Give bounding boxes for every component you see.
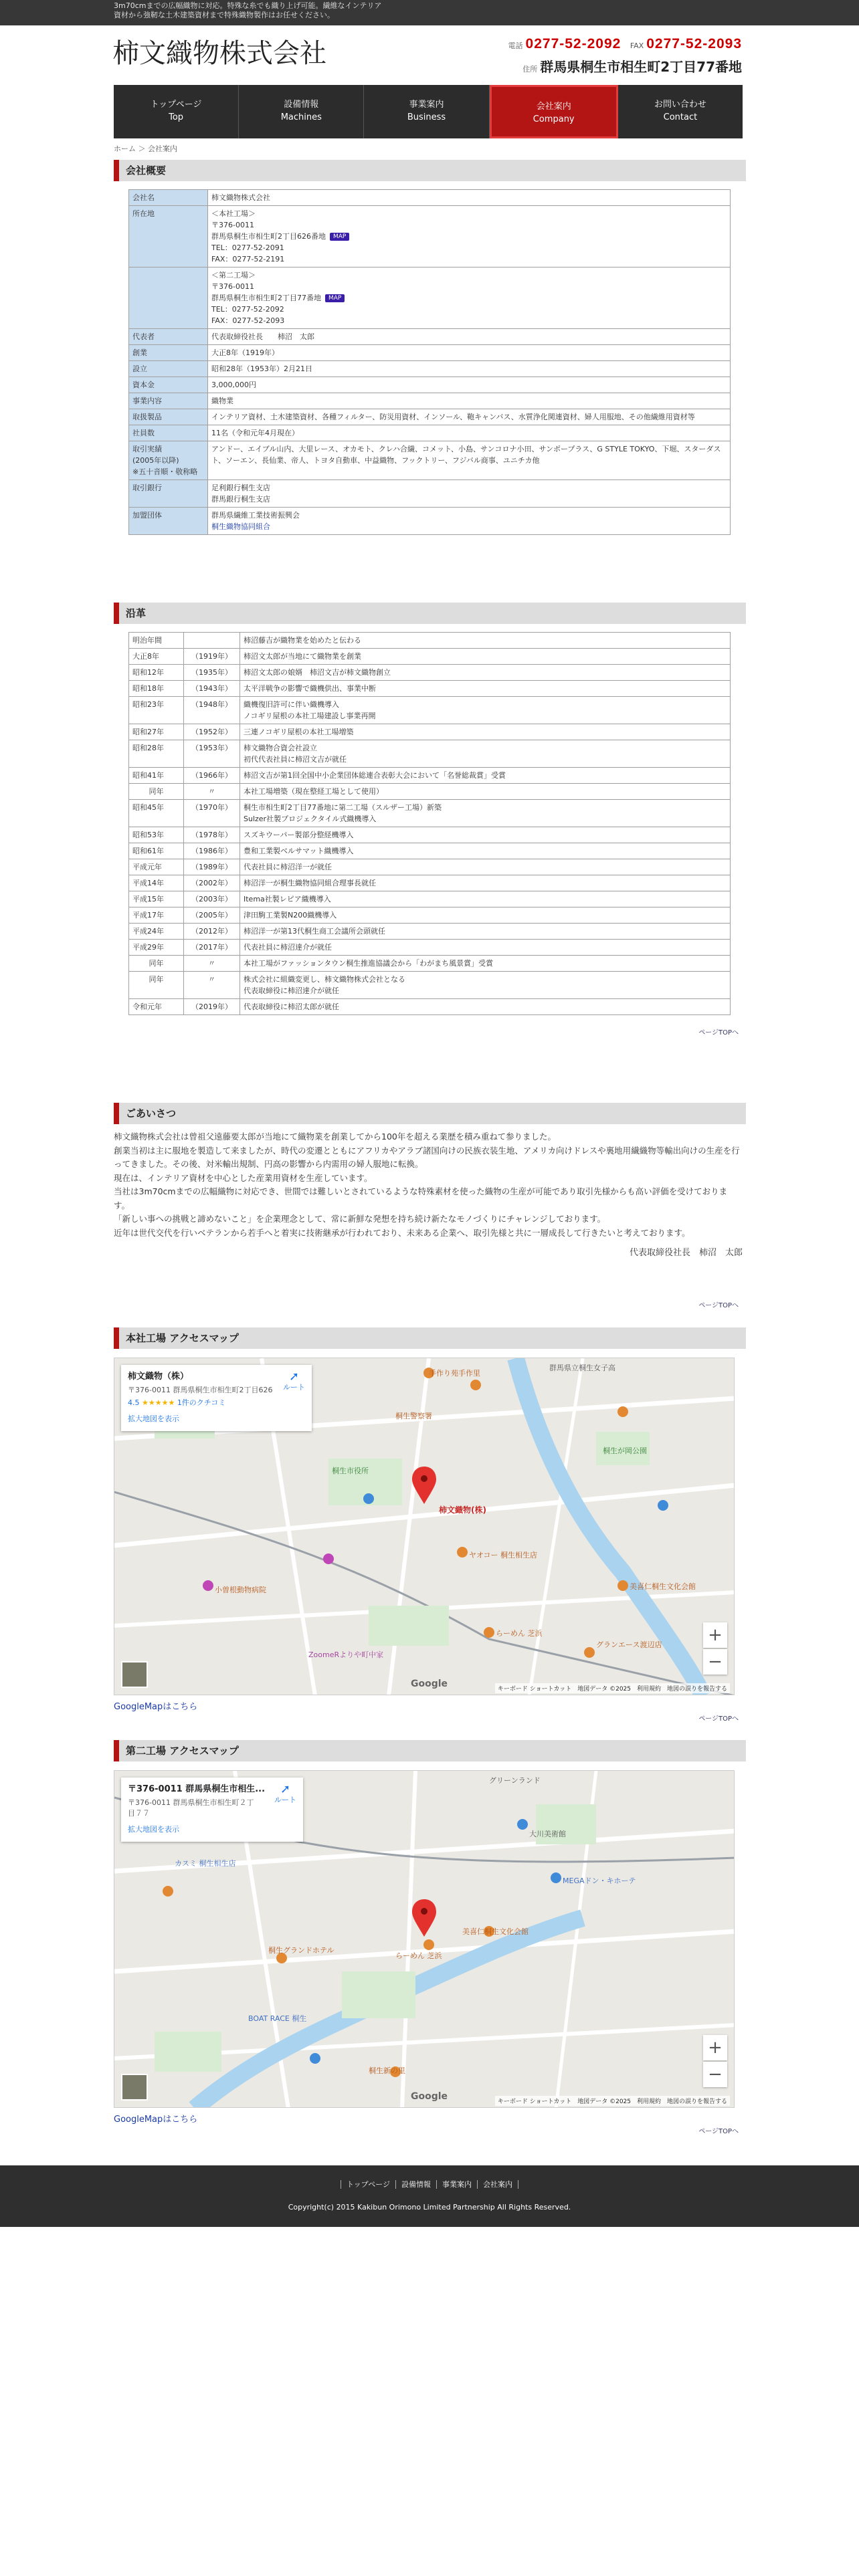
company-value-line: 11名（令和元年4月現在） — [211, 429, 299, 437]
history-event: 柿文織物合資会社設立 初代代表社員に柿沼文吉が就任 — [240, 740, 731, 768]
history-era: 昭和41年 — [129, 768, 184, 784]
company-row — [129, 441, 731, 480]
history-era: 平成29年 — [129, 940, 184, 956]
history-row — [129, 956, 731, 972]
history-era: 同年 — [129, 956, 184, 972]
history-event: スズキウーパー製部分整経機導入 — [240, 827, 731, 843]
company-row-value — [208, 190, 731, 206]
company-value-line: 〒376-0011 — [211, 221, 254, 229]
company-value-line: 大正8年（1919年） — [211, 348, 279, 357]
map-zoom-out-button[interactable]: − — [703, 1649, 727, 1675]
company-value-line: インテリア資材、土木建築資材、各種フィルター、防災用資材、インソール、鞄キャンバス、水質浄化関連資材、婦人用服地、その他繊維用資材等 — [211, 413, 695, 421]
header-contact — [502, 36, 742, 76]
history-era: 昭和27年 — [129, 724, 184, 740]
map-attribution[interactable]: キーボード ショートカット 地図データ ©2025 利用規約 地図の誤りを報告する — [495, 1683, 730, 1693]
company-row-label: 加盟団体 — [129, 508, 208, 535]
history-era: 明治年間 — [129, 633, 184, 649]
company-row-label: 設立 — [129, 361, 208, 377]
history-year: 〃 — [184, 956, 240, 972]
google-logo: Google — [411, 1679, 448, 1689]
map-place-label: 桐生が岡公園 — [603, 1446, 647, 1455]
announcement-line-2: 資材から強靭な土木建築資材まで特殊織物製作はお任せください。 — [114, 11, 335, 19]
greeting-paragraph: 「新しい事への挑戦と諦めないこと」を企業理念として、常に新鮮な発想を持ち続け新たなモノづくりにチャレンジしております。 — [114, 1214, 606, 1224]
company-row-value — [208, 345, 731, 361]
map-place-label: らーめん 芝浜 — [395, 1951, 442, 1960]
address-label: 住所 — [522, 65, 538, 74]
company-value-line: 昭和28年（1953年）2月21日 — [211, 364, 312, 373]
history-event: 織機復旧許可に伴い織機導入 ノコギリ屋根の本社工場建設し事業再開 — [240, 697, 731, 724]
company-row-label: 社員数 — [129, 425, 208, 441]
page-top-link[interactable]: ページTOPへ — [698, 1302, 739, 1309]
map-place-address: 〒376-0011 群馬県桐生市相生町2丁目626 — [128, 1386, 273, 1394]
history-year: （1986年） — [184, 843, 240, 859]
company-row-value — [208, 425, 731, 441]
map-enlarge-link[interactable]: 拡大地図を表示 — [128, 1414, 179, 1423]
map-info-card — [121, 1778, 303, 1842]
company-value-line: TEL：0277-52-2091 — [211, 243, 284, 252]
history-year: （1970年） — [184, 800, 240, 827]
history-year: （2017年） — [184, 940, 240, 956]
map-route-button[interactable]: ➚ ルート — [274, 1782, 296, 1804]
history-year: （2005年） — [184, 907, 240, 924]
history-event: 代表社員に柿沼洋一が就任 — [240, 859, 731, 875]
map-badge-button[interactable]: MAP — [325, 294, 345, 302]
company-row-label: 資本金 — [129, 377, 208, 393]
history-year: （2019年） — [184, 999, 240, 1015]
greeting-paragraph: 当社は3m70cmまでの広幅織物に対応でき、世間では難しいとされているような特殊素材を使った織物の生産が可能であり取引先様からも高い評価を受けております。 — [114, 1186, 728, 1210]
map-place-label: グランエース渡辺店 — [596, 1640, 662, 1649]
map-place-label: ZoomeRよりや町中家 — [308, 1650, 384, 1659]
map-place-label: 桐生市役所 — [332, 1467, 369, 1475]
company-row — [129, 377, 731, 393]
map-place-label: ヤオコー 桐生相生店 — [469, 1551, 538, 1560]
company-row — [129, 345, 731, 361]
tel-label: 電話 — [508, 41, 523, 50]
footer-nav-business[interactable]: 事業案内 — [436, 2180, 477, 2189]
map-pin-label: 柿文織物(株) — [439, 1505, 486, 1515]
history-era: 令和元年 — [129, 999, 184, 1015]
history-event: 三連ノコギリ屋根の本社工場増築 — [240, 724, 731, 740]
footer-nav-company[interactable]: 会社案内 — [477, 2180, 518, 2189]
map-place-label: らーめん 芝浜 — [496, 1629, 543, 1638]
nav-contact[interactable]: お問い合わせ Contact — [654, 100, 706, 122]
history-event: 桐生市相生町2丁目77番地に第二工場（スルザー工場）新築 Sulzer社製プロジェクタイル式織機導入 — [240, 800, 731, 827]
map-rating[interactable]: 4.5 ★★★★★ 1件のクチコミ — [128, 1398, 226, 1407]
company-value-line: 織物業 — [211, 397, 233, 405]
history-event: 株式会社に組織変更し、柿文織物株式会社となる 代表取締役に柿沼達介が就任 — [240, 972, 731, 999]
footer-nav-machines[interactable]: 設備情報 — [395, 2180, 436, 2189]
history-row — [129, 875, 731, 891]
nav-business[interactable]: 事業案内 Business — [364, 85, 489, 138]
history-row — [129, 859, 731, 875]
history-era: 平成14年 — [129, 875, 184, 891]
history-year: （1953年） — [184, 740, 240, 768]
map-place-label: 群馬県立桐生女子高 — [549, 1364, 615, 1372]
section-heading-history: 沿革 — [114, 603, 746, 624]
map-place-label: 桐生新の里 — [369, 2066, 405, 2075]
company-row-label: 代表者 — [129, 329, 208, 345]
section-heading-overview: 会社概要 — [114, 160, 746, 181]
breadcrumb[interactable]: ホーム ＞ 会社案内 — [114, 144, 177, 153]
company-row — [129, 480, 731, 508]
history-year: （2003年） — [184, 891, 240, 907]
history-year: （1943年） — [184, 681, 240, 697]
section-heading-greeting: ごあいさつ — [114, 1103, 746, 1124]
footer-nav — [0, 2179, 859, 2189]
company-row-label: 取扱製品 — [129, 409, 208, 425]
map-place-label: 大川美術館 — [529, 1830, 566, 1838]
map-zoom-out-button[interactable]: − — [703, 2062, 727, 2087]
page-top-link[interactable]: ページTOPへ — [698, 2128, 739, 2135]
history-year: （2012年） — [184, 924, 240, 940]
greeting-paragraph: 近年は世代交代を行いベテランから若手へと着実に技術継承が行われており、未来ある企業へ、取引先様と共に一層成長して行きたいと考えております。 — [114, 1227, 690, 1238]
history-event: 本社工場増築（現在整経工場として使用） — [240, 784, 731, 800]
googlemap-link[interactable]: GoogleMapはこちら — [114, 2115, 198, 2125]
section-heading-map2: 第二工場 アクセスマップ — [114, 1740, 746, 1761]
history-era: 昭和12年 — [129, 665, 184, 681]
history-era: 平成元年 — [129, 859, 184, 875]
history-era: 昭和23年 — [129, 697, 184, 724]
map-head-office[interactable] — [114, 1358, 735, 1695]
map-zoom-in-button[interactable]: + — [703, 1622, 727, 1648]
company-value-line[interactable]: 桐生織物協同組合 — [211, 522, 270, 531]
company-row-label: 事業内容 — [129, 393, 208, 409]
history-row — [129, 697, 731, 724]
company-value-line: FAX：0277-52-2093 — [211, 316, 285, 325]
map-place-label: カスミ 桐生相生店 — [175, 1859, 236, 1868]
history-row — [129, 768, 731, 784]
company-row-value — [208, 441, 731, 480]
history-event: 代表取締役に柿沼太郎が就任 — [240, 999, 731, 1015]
history-era: 大正8年 — [129, 649, 184, 665]
history-era: 平成17年 — [129, 907, 184, 924]
map-attribution[interactable]: キーボード ショートカット 地図データ ©2025 利用規約 地図の誤りを報告する — [495, 2096, 730, 2106]
history-era: 昭和18年 — [129, 681, 184, 697]
company-row-value — [208, 377, 731, 393]
company-value-line: 3,000,000円 — [211, 381, 256, 389]
directions-icon: ➚ — [280, 1782, 291, 1796]
history-event: 柿沼藤吉が織物業を始めたと伝わる — [240, 633, 731, 649]
company-value-line: TEL：0277-52-2092 — [211, 305, 284, 314]
page-top-link[interactable]: ページTOPへ — [698, 1715, 739, 1723]
history-table — [128, 632, 731, 1015]
map-place-label: BOAT RACE 桐生 — [248, 2014, 307, 2023]
history-row — [129, 972, 731, 999]
history-row — [129, 784, 731, 800]
google-logo: Google — [411, 2091, 448, 2102]
history-era: 昭和45年 — [129, 800, 184, 827]
history-row — [129, 740, 731, 768]
history-row — [129, 891, 731, 907]
footer-nav-top[interactable]: トップページ — [341, 2180, 395, 2189]
company-row-label: 取引実績 (2005年以降) ※五十音順・敬称略 — [129, 441, 208, 480]
page-top-link[interactable]: ページTOPへ — [698, 1029, 739, 1037]
map-place-label: 桐生警察署 — [395, 1412, 432, 1420]
section-heading-map1: 本社工場 アクセスマップ — [114, 1327, 746, 1349]
top-announcement-bar — [0, 0, 859, 25]
history-year: （1989年） — [184, 859, 240, 875]
history-row — [129, 649, 731, 665]
greeting-text — [114, 1130, 743, 1261]
map-second-factory[interactable] — [114, 1770, 735, 2108]
history-year: 〃 — [184, 784, 240, 800]
map-badge-button[interactable]: MAP — [330, 233, 349, 241]
announcement-line-1: 3m70cmまでの広幅織物に対応。特殊な糸でも織り上げ可能。繊維なインテリア — [114, 1, 382, 10]
map-info-card — [121, 1365, 312, 1431]
company-row-value — [208, 267, 731, 329]
nav-machines[interactable]: 設備情報 Machines — [239, 85, 364, 138]
history-event: 豊和工業製ベルサマット織機導入 — [240, 843, 731, 859]
company-row-label: 取引銀行 — [129, 480, 208, 508]
history-era: 平成24年 — [129, 924, 184, 940]
history-event: 太平洋戦争の影響で織機供出、事業中断 — [240, 681, 731, 697]
company-row-value — [208, 361, 731, 377]
company-row — [129, 393, 731, 409]
history-era: 平成15年 — [129, 891, 184, 907]
googlemap-link[interactable]: GoogleMapはこちら — [114, 1702, 198, 1712]
history-row — [129, 724, 731, 740]
map-place-label: 美喜仁桐生文化会館 — [462, 1927, 529, 1936]
map-place-label: グリーンランド — [489, 1776, 541, 1785]
company-row — [129, 361, 731, 377]
map-place-label: 美喜仁桐生文化会館 — [630, 1582, 696, 1591]
company-row — [129, 329, 731, 345]
global-nav — [114, 85, 743, 138]
nav-company[interactable]: 会社案内 Company — [490, 85, 618, 138]
history-row — [129, 681, 731, 697]
map-place-label: 手作り苑手作里 — [429, 1369, 480, 1378]
directions-icon: ➚ — [288, 1370, 300, 1384]
map-place-address: 〒376-0011 群馬県桐生市相生町２丁目７７ — [128, 1798, 254, 1818]
company-value-line: FAX：0277-52-2191 — [211, 255, 285, 263]
history-event: Itema社製レピア織機導入 — [240, 891, 731, 907]
company-value-line: 〒376-0011 — [211, 282, 254, 291]
history-row — [129, 999, 731, 1015]
company-row-label: 所在地 — [129, 206, 208, 267]
company-row-value — [208, 409, 731, 425]
history-era: 同年 — [129, 784, 184, 800]
company-value-line: 群馬県桐生市相生町2丁目77番地 MAP — [211, 292, 727, 304]
company-row-label — [129, 267, 208, 329]
company-value-line: アンドー、エイブル山内、大里レース、オカモト、クレハ合繊、コメット、小島、サンコロナ小田、サンポープラス、G STYLE TOKYO、下堀、スターダスト、ソーエン、長仙業、帝人、トヨタ自動車、中益織物、フックトリー、フジバル商事、ユニチカ他 — [211, 445, 721, 465]
fax-number: 0277-52-2093 — [646, 36, 742, 51]
company-row — [129, 409, 731, 425]
history-row — [129, 827, 731, 843]
history-year: （1966年） — [184, 768, 240, 784]
history-row — [129, 843, 731, 859]
company-row-value — [208, 393, 731, 409]
map-place-name: 〒376-0011 群馬県桐生市相生... — [128, 1784, 266, 1794]
greeting-paragraph: 創業当初は主に服地を製造して来ましたが、時代の変遷とともにアフリカやアラブ諸国向けの民族衣装生地、アメリカ向けドレスや裏地用繊織物等輸出向けの生産を行ってきました。その後、対米輸出規制、円高の影響から内需用の婦人服地に転換。 — [114, 1145, 740, 1169]
company-row — [129, 425, 731, 441]
copyright: Copyright(c) 2015 Kakibun Orimono Limited Partnership All Rights Reserved. — [288, 2203, 571, 2212]
company-row-value — [208, 480, 731, 508]
site-footer — [0, 2165, 859, 2227]
history-row — [129, 907, 731, 924]
company-row-value — [208, 206, 731, 267]
history-event: 柿沼文太郎が当地にて織物業を創業 — [240, 649, 731, 665]
company-row-value — [208, 508, 731, 535]
history-event: 本社工場がファッションタウン桐生推進協議会から「わがまち風景賞」受賞 — [240, 956, 731, 972]
history-row — [129, 665, 731, 681]
history-row — [129, 940, 731, 956]
company-value-line: 代表取締役社長 柿沼 太郎 — [211, 332, 314, 341]
history-era: 同年 — [129, 972, 184, 999]
company-value-line: 群馬県繊維工業技術振興会 — [211, 511, 300, 520]
history-era: 昭和61年 — [129, 843, 184, 859]
greeting-signature: 代表取締役社長 柿沼 太郎 — [629, 1248, 743, 1258]
map-place-label: 桐生グランドホテル — [268, 1946, 335, 1955]
company-row-label: 会社名 — [129, 190, 208, 206]
company-row-value — [208, 329, 731, 345]
map-satellite-toggle[interactable] — [121, 1661, 148, 1688]
map-route-button[interactable]: ➚ ルート — [283, 1370, 305, 1392]
fax-label: FAX — [630, 41, 644, 50]
company-row — [129, 508, 731, 535]
history-year: （2002年） — [184, 875, 240, 891]
history-era: 昭和53年 — [129, 827, 184, 843]
map-satellite-toggle[interactable] — [121, 2074, 148, 2101]
company-value-line: 群馬銀行桐生支店 — [211, 495, 270, 504]
history-year: （1919年） — [184, 649, 240, 665]
history-row — [129, 633, 731, 649]
header-address: 群馬県桐生市相生町2丁目77番地 — [540, 59, 742, 75]
company-value-line: ＜本社工場＞ — [211, 209, 256, 218]
tel-number[interactable]: 0277-52-2092 — [525, 36, 622, 51]
history-event: 柿沼洋一が桐生織物協同組合理事長就任 — [240, 875, 731, 891]
map-enlarge-link[interactable]: 拡大地図を表示 — [128, 1825, 179, 1834]
history-row — [129, 924, 731, 940]
history-year: （1978年） — [184, 827, 240, 843]
history-era: 昭和28年 — [129, 740, 184, 768]
history-year: （1952年） — [184, 724, 240, 740]
company-row-label: 創業 — [129, 345, 208, 361]
company-row — [129, 267, 731, 329]
company-row — [129, 206, 731, 267]
history-event: 柿沼文太郎の娘婿 柿沼文吉が柿文織物創立 — [240, 665, 731, 681]
site-logo[interactable]: 柿文織物株式会社 — [112, 38, 326, 69]
company-row — [129, 190, 731, 206]
history-event: 津田駒工業製N200織機導入 — [240, 907, 731, 924]
history-event: 柿沼文吉が第1回全国中小企業団体総連合表彰大会において「名誉総裁賞」受賞 — [240, 768, 731, 784]
company-value-line: ＜第二工場＞ — [211, 271, 256, 280]
history-year — [184, 633, 240, 649]
map-zoom-in-button[interactable]: + — [703, 2035, 727, 2060]
company-overview-table — [128, 189, 731, 535]
map-place-label: MEGAドン・キホーテ — [563, 1876, 636, 1885]
history-event: 代表社員に柿沼達介が就任 — [240, 940, 731, 956]
history-year: （1948年） — [184, 697, 240, 724]
company-value-line: 柿文織物株式会社 — [211, 193, 270, 202]
history-year: 〃 — [184, 972, 240, 999]
map-place-label: 小曽根動物病院 — [215, 1586, 266, 1594]
company-value-line: 足利銀行桐生支店 — [211, 484, 270, 492]
map-place-name: 柿文織物（株） — [128, 1372, 189, 1382]
history-row — [129, 800, 731, 827]
greeting-paragraph: 現在は、インテリア資材を中心とした産業用資材を生産しています。 — [114, 1172, 373, 1183]
nav-top[interactable]: トップページ Top — [114, 85, 239, 138]
history-event: 柿沼洋一が第13代桐生商工会議所会頭就任 — [240, 924, 731, 940]
company-value-line: 群馬県桐生市相生町2丁目626番地 MAP — [211, 231, 727, 242]
greeting-paragraph: 柿文織物株式会社は曾祖父遠藤要太郎が当地にて織物業を創業してから100年を超える業歴を積み重ねて参りました。 — [114, 1132, 557, 1142]
history-year: （1935年） — [184, 665, 240, 681]
